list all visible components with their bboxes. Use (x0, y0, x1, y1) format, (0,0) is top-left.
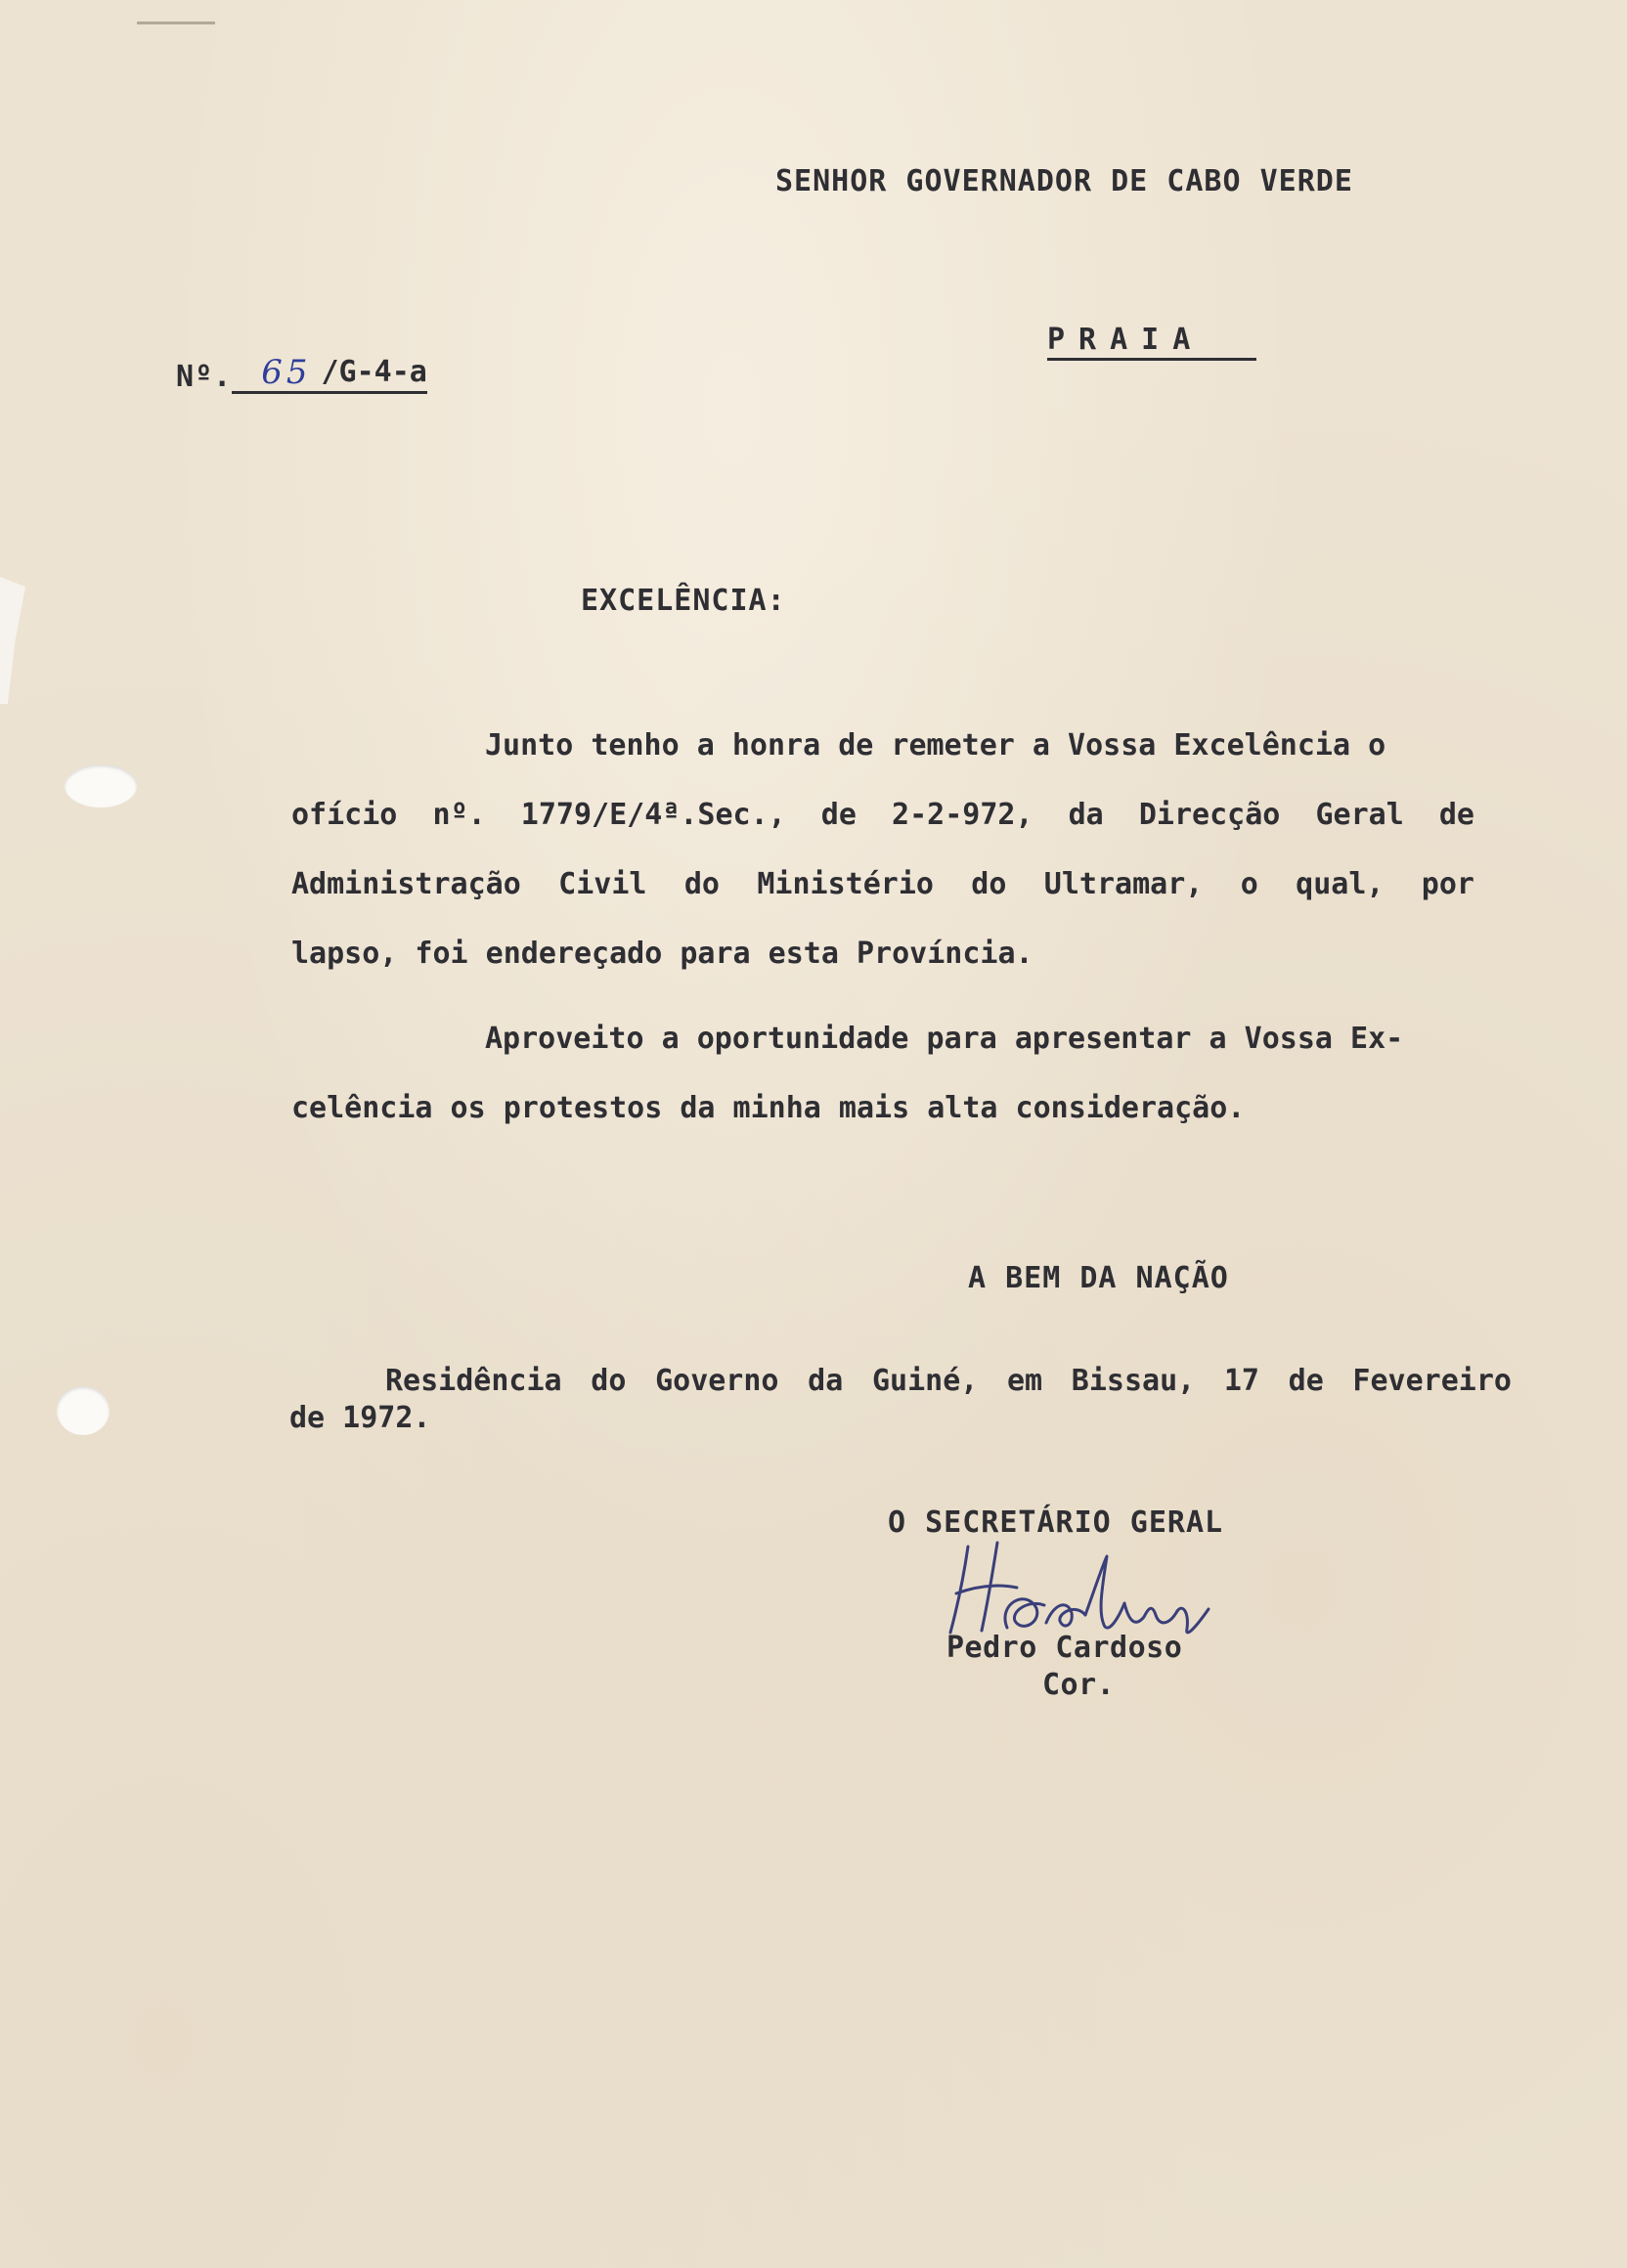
place-and-date (289, 1363, 1512, 1437)
paragraph-line: Aproveito a oportunidade para apresentar a Vossa Ex- (485, 1022, 1404, 1056)
destination-city: PRAIA (1047, 323, 1256, 361)
salutation: EXCELÊNCIA: (581, 584, 786, 618)
paragraph-line: ofício nº. 1779/E/4ª.Sec., de 2-2-972, da Direcção Geral de (291, 798, 1474, 832)
signatory-rank: Cor. (1042, 1668, 1116, 1702)
paper-mark (137, 22, 215, 24)
reference-field (232, 354, 427, 394)
place-date-line-2: de 1972. (289, 1401, 431, 1435)
punch-hole-bottom (57, 1386, 110, 1435)
paragraph-line: Administração Civil do Ministério do Ultramar, o qual, por (291, 867, 1474, 901)
paragraph-line: lapso, foi endereçado para esta Província. (291, 937, 1033, 971)
handwritten-signature (939, 1535, 1222, 1642)
signatory-title: O SECRETÁRIO GERAL (888, 1505, 1224, 1540)
signatory-name: Pedro Cardoso (946, 1631, 1183, 1665)
paragraph-line: Junto tenho a honra de remeter a Vossa Excelência o (485, 728, 1386, 763)
reference-suffix: /G-4-a (321, 355, 427, 389)
paper-tear (0, 577, 25, 704)
body-paragraph-2 (291, 1004, 1474, 1143)
reference-prefix: Nº. (176, 360, 233, 394)
paragraph-line: celência os protestos da minha mais alta consideração. (291, 1091, 1246, 1125)
addressee: SENHOR GOVERNADOR DE CABO VERDE (775, 164, 1353, 198)
place-date-line-1: Residência do Governo da Guiné, em Bissau, 17 de Fevereiro (385, 1364, 1512, 1398)
reference-number (176, 354, 427, 394)
closing-formula: A BEM DA NAÇÃO (968, 1261, 1229, 1295)
reference-handwritten-number: 65 (261, 353, 312, 392)
body-paragraph-1 (291, 711, 1474, 988)
punch-hole-top (65, 764, 137, 807)
